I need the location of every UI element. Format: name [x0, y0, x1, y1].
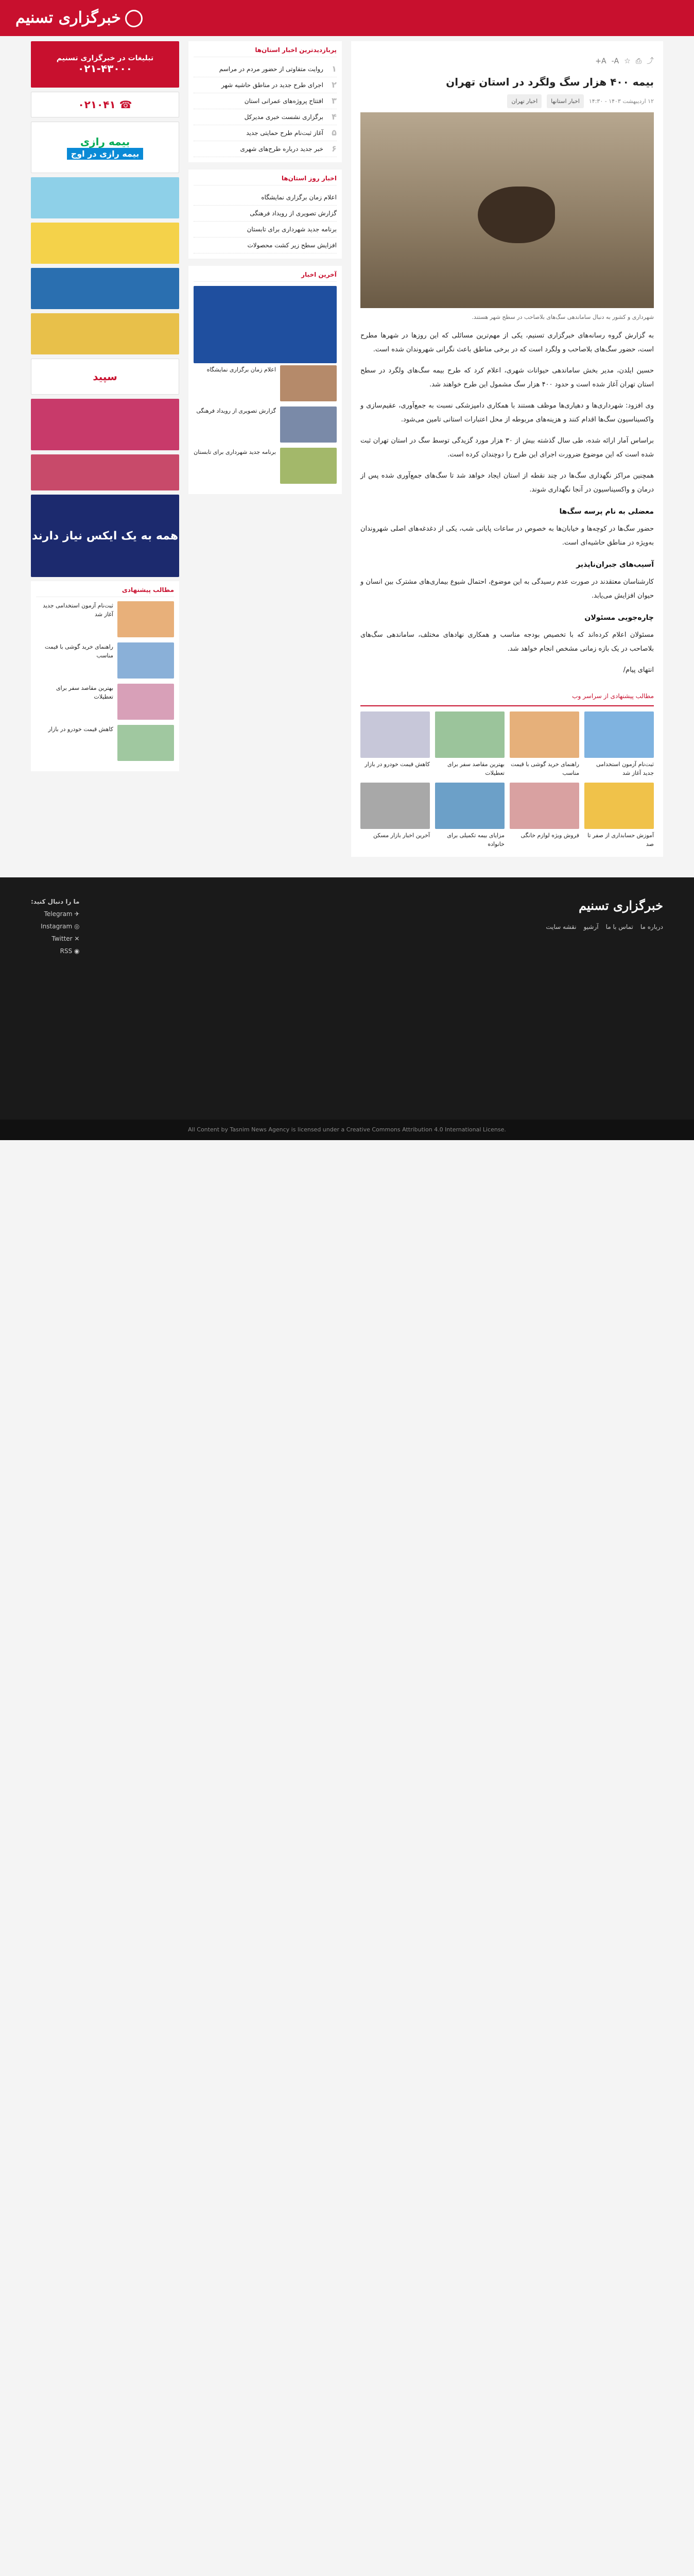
ad-banner[interactable] [31, 268, 179, 309]
footer [0, 877, 694, 1120]
footer-link[interactable]: تماس با ما [605, 923, 633, 930]
footer-logo[interactable]: خبرگزاری تسنیم [579, 898, 663, 913]
logo-icon [125, 10, 143, 27]
related-card[interactable]: راهنمای خرید گوشی با قیمت مناسب [510, 711, 579, 777]
most-box [188, 266, 342, 494]
related-title: مطالب پیشنهادی از سراسر وب [360, 687, 654, 706]
paragraph: کارشناسان معتقدند در صورت عدم رسیدگی به این موضوع، احتمال شیوع بیماری‌های مشترک بین انسان و حیوان افزایش می‌یابد. [360, 578, 654, 600]
section-heading: چاره‌جویی مسئولان [584, 614, 654, 622]
side-card[interactable]: بهترین مقاصد سفر برای تعطیلات [36, 684, 174, 720]
twitter-icon[interactable]: ✕ Twitter [51, 935, 80, 942]
popular-box [188, 41, 342, 162]
related-card[interactable]: ثبت‌نام آزمون استخدامی جدید آغاز شد [584, 711, 654, 777]
footer-brand [546, 898, 663, 1099]
paragraph: حسین ایلدن، مدیر بخش ساماندهی حیوانات شهری، اعلام کرد که طرح بیمه سگ‌های ولگرد در سطح استان تهران آغاز شده است و حدود ۴۰۰ هزار سگ مشمول این طرح خواهند شد. [360, 367, 654, 388]
list-item[interactable]: ۶ خبر جدید درباره طرح‌های شهری [194, 141, 337, 157]
list-item[interactable]: ۲ اجرای طرح جدید در مناطق حاشیه شهر [194, 77, 337, 93]
footer-link[interactable]: درباره ما [640, 923, 663, 930]
paragraph: حضور سگ‌ها در کوچه‌ها و خیابان‌ها به خصوص در ساعات پایانی شب، یکی از دغدغه‌های اصلی شهروندان به‌ویژه در مناطق حاشیه‌ای است. [360, 525, 654, 547]
related-card[interactable]: آخرین اخبار بازار مسکن [360, 783, 430, 849]
list-item[interactable]: ۳ افتتاح پروژه‌های عمرانی استان [194, 93, 337, 109]
social-title: ما را دنبال کنید: [31, 898, 80, 905]
footer-link[interactable]: آرشیو [583, 923, 599, 930]
ad-banner[interactable] [31, 177, 179, 218]
side-card[interactable]: گزارش تصویری از رویداد فرهنگی [194, 406, 337, 443]
paragraph: براساس آمار ارائه شده، طی سال گذشته بیش از ۳۰ هزار مورد گزیدگی توسط سگ در استان تهران ثبت شده است که این موضوع ضرورت اجرای این طرح را دوچندان کرده است. [360, 437, 654, 459]
site-logo[interactable]: خبرگزاری تسنیم [15, 9, 143, 27]
side-card[interactable]: اعلام زمان برگزاری نمایشگاه [194, 365, 337, 401]
ad-banner[interactable]: ☎ ۰۲۱۰۴۱ [31, 92, 179, 117]
related-card[interactable]: آموزش حسابداری از صفر تا صد [584, 783, 654, 849]
related-card[interactable]: فروش ویژه لوازم خانگی [510, 783, 579, 849]
side-card[interactable]: ثبت‌نام آزمون استخدامی جدید آغاز شد [36, 601, 174, 637]
footer-link[interactable]: نقشه سایت [546, 923, 577, 930]
ad-banner[interactable] [31, 399, 179, 450]
related-card[interactable]: بهترین مقاصد سفر برای تعطیلات [435, 711, 505, 777]
side-card[interactable]: برنامه جدید شهرداری برای تابستان [194, 448, 337, 484]
dog-image [478, 187, 555, 243]
print-icon[interactable]: ⎙ [635, 57, 641, 65]
suggested-box [31, 581, 179, 771]
related-card[interactable]: مزایای بیمه تکمیلی برای خانواده [435, 783, 505, 849]
paragraph: همچنین مراکز نگهداری سگ‌ها در چند نقطه از استان ایجاد خواهد شد تا سگ‌های جمع‌آوری شده پس از درمان و واکسیناسیون در آنجا نگهداری شوند. [360, 472, 654, 494]
list-item[interactable]: افزایش سطح زیر کشت محصولات [194, 238, 337, 253]
paragraph: مسئولان اعلام کرده‌اند که با تخصیص بودجه مناسب و همکاری نهادهای مختلف، ساماندهی سگ‌های بلاصاحب در یک بازه زمانی مشخص انجام خواهد شد. [360, 631, 654, 653]
section-heading: آسیب‌های جبران‌ناپذیر [576, 561, 654, 569]
paragraph: به گزارش گروه رسانه‌های خبرگزاری تسنیم، یکی از مهم‌ترین مسائلی که این روزها در شهرها مطرح است، حضور سگ‌های بلاصاحب و ولگرد است که در برخی مناطق باعث نگرانی شهروندان شده است. [360, 332, 654, 353]
list-item[interactable]: ۴ برگزاری نشست خبری مدیرکل [194, 109, 337, 125]
most-title: آخرین اخبار [194, 271, 337, 282]
ad-banner[interactable] [31, 223, 179, 264]
ad-banner[interactable]: سپید [31, 359, 179, 395]
latest-box [188, 170, 342, 259]
ads-sidebar [31, 41, 179, 778]
list-item[interactable]: گزارش تصویری از رویداد فرهنگی [194, 206, 337, 222]
hero-image [360, 112, 654, 308]
latest-title: اخبار روز استان‌ها [194, 175, 337, 185]
article [351, 41, 663, 857]
section-heading: معضلی به نام پرسه سگ‌ها [559, 507, 654, 516]
list-item[interactable]: برنامه جدید شهرداری برای تابستان [194, 222, 337, 238]
popular-title: پربازدیدترین اخبار استان‌ها [194, 46, 337, 57]
instagram-icon[interactable]: ◎ Instagram [41, 923, 80, 930]
paragraph: وی افزود: شهرداری‌ها و دهیاری‌ها موظف هستند با همکاری دامپزشکی نسبت به جمع‌آوری، عقیم‌سازی و واکسیناسیون سگ‌ها اقدام کنند و هزینه‌های مربوطه از محل اعتبارات استانی تامین می‌شود. [360, 402, 654, 423]
feature-image[interactable] [194, 286, 337, 363]
ad-banner[interactable]: تبلیغات در خبرگزاری تسنیم ۰۲۱-۴۳۰۰۰ [31, 41, 179, 88]
ad-banner[interactable] [31, 454, 179, 490]
suggested-title: مطالب پیشنهادی [36, 586, 174, 597]
article-date: ۱۲ اردیبهشت ۱۴۰۳ - ۱۴:۳۰ [588, 98, 654, 105]
ad-banner[interactable] [31, 313, 179, 354]
tag-provinces[interactable]: اخبار استانها [547, 94, 584, 108]
ad-razi[interactable]: بیمه رازی بیمه رازی در اوج [31, 122, 179, 173]
list-item[interactable]: ۵ آغاز ثبت‌نام طرح حمایتی جدید [194, 125, 337, 141]
image-caption: شهرداری و کشور به دنبال ساماندهی سگ‌های بلاصاحب در سطح شهر هستند. [472, 314, 654, 320]
article-tools [360, 55, 654, 69]
font-larger-icon[interactable]: A+ [595, 57, 606, 65]
end-note: انتهای پیام/ [623, 666, 654, 674]
font-smaller-icon[interactable]: A- [611, 57, 619, 65]
side-card[interactable]: کاهش قیمت خودرو در بازار [36, 725, 174, 761]
related-grid [360, 711, 654, 849]
rss-icon[interactable]: ◉ RSS [60, 947, 80, 955]
article-title: بیمه ۴۰۰ هزار سگ ولگرد در استان تهران [446, 76, 654, 88]
side-card[interactable]: راهنمای خرید گوشی با قیمت مناسب [36, 642, 174, 679]
share-icon[interactable]: ⤴ [647, 57, 654, 65]
ad-x[interactable]: همه به یک ایکس نیاز دارند [31, 495, 179, 577]
middle-column [188, 41, 342, 501]
bookmark-icon[interactable]: ☆ [624, 57, 631, 65]
list-item[interactable]: ۱ روایت متفاوتی از حضور مردم در مراسم [194, 61, 337, 77]
social-links [31, 898, 79, 1099]
list-item[interactable]: اعلام زمان برگزاری نمایشگاه [194, 190, 337, 206]
telegram-icon[interactable]: ✈ Telegram [44, 910, 80, 918]
related-card[interactable]: کاهش قیمت خودرو در بازار [360, 711, 430, 777]
copyright: All Content by Tasnim News Agency is licensed under a Creative Commons Attribution 4.0 International License. [0, 1120, 694, 1140]
top-bar [0, 0, 694, 36]
tag-tehran[interactable]: اخبار تهران [507, 94, 542, 108]
